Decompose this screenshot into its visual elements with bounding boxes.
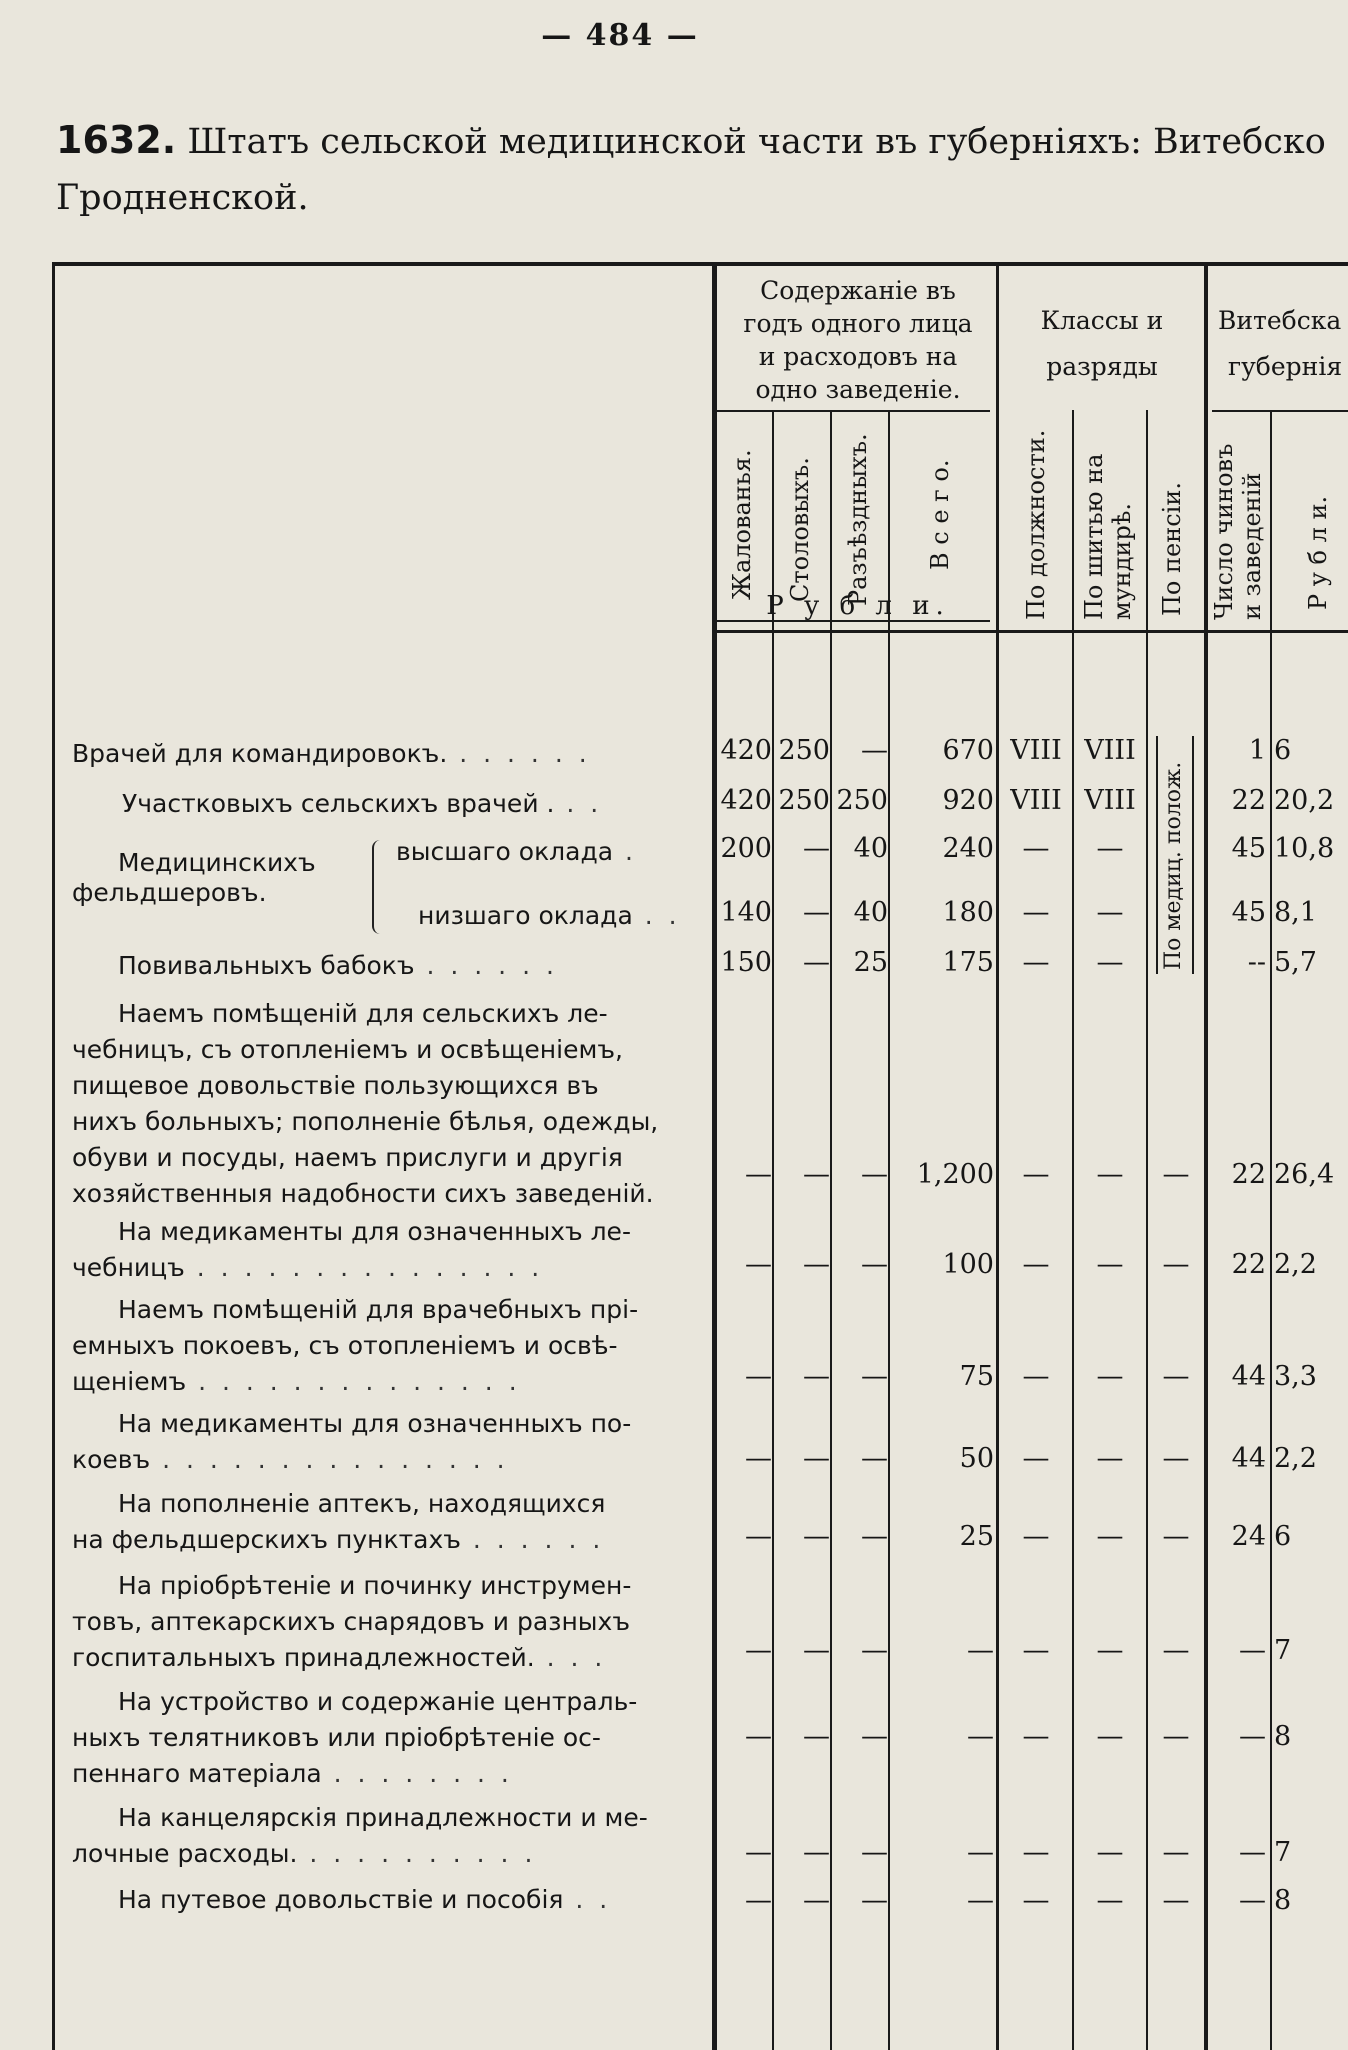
count-column-rule	[1270, 410, 1272, 2050]
header-bottom-rule	[716, 630, 1348, 633]
cell-pension: —	[1162, 1249, 1190, 1280]
cell-uniform: —	[1096, 1443, 1124, 1474]
row-label-line: Участковыхъ сельскихъ врачей . . .	[122, 789, 603, 818]
cell-count: 22	[1231, 1159, 1266, 1190]
leader-dots: . .	[554, 789, 603, 818]
cell-position: —	[1022, 833, 1050, 864]
cell-position: —	[1022, 1635, 1050, 1666]
rubles-column-header: Р у б л и.	[1304, 495, 1332, 610]
cell-uniform: —	[1096, 1361, 1124, 1392]
row-label-line: На устройство и содержаніе централь-	[118, 1687, 638, 1716]
classes-group-line: Классы и	[1040, 306, 1164, 335]
cell-uniform: —	[1096, 897, 1124, 928]
pay-group-rule	[716, 410, 990, 412]
feldsher-brace	[372, 840, 380, 934]
cell-total: —	[967, 1885, 994, 1916]
cell-position: —	[1022, 1249, 1050, 1280]
cell-total: 100	[942, 1249, 994, 1280]
count-column-header: Число чиновъ и заведеній	[1210, 443, 1266, 620]
cell-count: 22	[1231, 1249, 1266, 1280]
cell-salary: —	[745, 1159, 772, 1190]
row-label-line: высшаго оклада .	[396, 837, 637, 866]
table-top-rule	[52, 262, 1348, 266]
travel-column-rule	[888, 410, 890, 2050]
row-label-line: пеннаго матеріала . . . . . . . .	[72, 1759, 513, 1788]
leader-dots: . . . . . . . . . . . . . .	[186, 1367, 521, 1396]
row-label-line: На медикаменты для означенныхъ по-	[118, 1409, 632, 1438]
province-group-line: Витебска	[1218, 306, 1342, 335]
leader-dots: . . . . . . . . . . . . . . .	[184, 1253, 544, 1282]
feldsher-group-label	[72, 848, 372, 908]
cell-count: —	[1239, 1837, 1266, 1868]
cell-pension: —	[1162, 1361, 1190, 1392]
cell-table: —	[803, 833, 830, 864]
row-label-line: На медикаменты для означенныхъ ле-	[118, 1217, 631, 1246]
cell-salary: 200	[720, 833, 772, 864]
row-label-line: На канцелярскія принадлежности и ме-	[118, 1803, 648, 1832]
position-column-rule	[1072, 410, 1074, 2050]
row-label-line: чебницъ, съ отопленіемъ и освѣщеніемъ,	[72, 1035, 623, 1064]
label-column-rule	[712, 262, 717, 2050]
cell-count: —	[1239, 1885, 1266, 1916]
cell-table: —	[803, 1521, 830, 1552]
cell-count: 45	[1231, 833, 1266, 864]
row-label-line: низшаго оклада . .	[418, 901, 681, 930]
cell-table: —	[803, 1885, 830, 1916]
classes-group-line: разряды	[1046, 352, 1158, 381]
cell-uniform: —	[1096, 833, 1124, 864]
cell-rubles: 2,2	[1274, 1249, 1317, 1280]
cell-uniform: —	[1096, 1159, 1124, 1190]
cell-uniform: —	[1096, 1837, 1124, 1868]
cell-rubles: 8,1	[1274, 897, 1317, 928]
uniform-column-rule	[1146, 410, 1148, 2050]
cell-uniform: VIII	[1084, 735, 1136, 766]
province-group-header	[1218, 298, 1348, 390]
cell-total: 670	[942, 735, 994, 766]
cell-pension: —	[1162, 1159, 1190, 1190]
cell-uniform: —	[1096, 1721, 1124, 1752]
cell-position: —	[1022, 1837, 1050, 1868]
cell-total: 175	[942, 947, 994, 978]
cell-rubles: 6	[1274, 1521, 1292, 1552]
cell-position: —	[1022, 1159, 1050, 1190]
row-label-line: Врачей для командировокъ. . . . . . .	[72, 739, 591, 768]
row-label-line: лочные расходы. . . . . . . . . . .	[72, 1839, 537, 1868]
leader-dots: . . . . . . . . . .	[297, 1839, 537, 1868]
cell-table: —	[803, 947, 830, 978]
cell-table: —	[803, 1721, 830, 1752]
row-label	[72, 1882, 692, 1918]
cell-travel: 40	[853, 833, 888, 864]
cell-salary: —	[745, 1635, 772, 1666]
cell-table: —	[803, 897, 830, 928]
row-label-line: На путевое довольствіе и пособія . .	[118, 1885, 612, 1914]
cell-position: —	[1022, 1521, 1050, 1552]
cell-rubles: 7	[1274, 1635, 1292, 1666]
row-label-line: На пополненіе аптекъ, находящихся	[118, 1489, 606, 1518]
cell-total: —	[967, 1635, 994, 1666]
cell-rubles: 10,8	[1274, 833, 1335, 864]
cell-total: 75	[959, 1361, 994, 1392]
cell-travel: —	[861, 1521, 888, 1552]
cell-total: 25	[959, 1521, 994, 1552]
cell-travel: —	[861, 1837, 888, 1868]
cell-uniform: VIII	[1084, 785, 1136, 816]
cell-travel: 250	[836, 785, 888, 816]
cell-pension: —	[1162, 1837, 1190, 1868]
leader-dots: .	[613, 837, 637, 866]
row-label-line: щеніемъ . . . . . . . . . . . . . .	[72, 1367, 521, 1396]
cell-salary: 140	[720, 897, 772, 928]
uniform-class-column-header: По шитью на мундирѣ.	[1080, 453, 1136, 620]
row-label	[418, 898, 692, 934]
table-money-column-header: Столовыхъ.	[786, 457, 814, 602]
cell-rubles: 20,2	[1274, 785, 1335, 816]
row-label	[72, 948, 692, 984]
cell-table: —	[803, 1249, 830, 1280]
row-label-line: госпитальныхъ принадлежностей. . . .	[72, 1643, 607, 1672]
feldsher-group-line: Медицинскихъ	[118, 848, 316, 877]
cell-rubles: 7	[1274, 1837, 1292, 1868]
pay-group-line: Содержаніе въ	[760, 276, 956, 305]
cell-total: 240	[942, 833, 994, 864]
row-label-line: На пріобрѣтеніе и починку инструмен-	[118, 1571, 632, 1600]
leader-dots: . . . . . . . . . . . . . . .	[150, 1445, 509, 1474]
pay-group-end-rule	[996, 262, 999, 2050]
cell-pension: —	[1162, 1635, 1190, 1666]
travel-money-column-header: Разъѣздныхъ.	[844, 433, 872, 606]
cell-pension: —	[1162, 1885, 1190, 1916]
cell-travel: 25	[853, 947, 888, 978]
row-label	[72, 736, 692, 772]
row-label-line: ныхъ телятниковъ или пріобрѣтеніе ос-	[72, 1723, 601, 1752]
table-column-rule	[830, 410, 832, 2050]
cell-travel: —	[861, 1635, 888, 1666]
cell-count: 24	[1231, 1521, 1266, 1552]
cell-rubles: 8	[1274, 1885, 1292, 1916]
table-left-rule	[52, 262, 55, 2050]
row-label-line: товъ, аптекарскихъ снарядовъ и разныхъ	[72, 1607, 631, 1636]
cell-position: —	[1022, 1885, 1050, 1916]
row-label	[72, 1486, 692, 1558]
page-number: — 484 —	[541, 18, 699, 53]
cell-uniform: —	[1096, 1885, 1124, 1916]
row-label-line: Наемъ помѣщеній для сельскихъ ле-	[118, 999, 608, 1028]
row-label	[72, 1684, 692, 1792]
row-label	[72, 1800, 692, 1872]
classes-group-end-rule	[1204, 262, 1208, 2050]
cell-count: 22	[1231, 785, 1266, 816]
cell-rubles: 3,3	[1274, 1361, 1317, 1392]
article-title: Штатъ сельской медицинской части въ губерніяхъ: Витебско	[187, 122, 1326, 162]
row-label-line: пищевое довольствіе пользующихся въ	[72, 1071, 599, 1100]
row-label-line: нихъ больныхъ; пополненіе бѣлья, одежды,	[72, 1107, 659, 1136]
pension-bracket	[1156, 736, 1158, 974]
cell-count: 45	[1231, 897, 1266, 928]
leader-dots: . . . . . .	[447, 739, 591, 768]
row-label	[72, 1214, 692, 1286]
cell-travel: —	[861, 1249, 888, 1280]
total-column-header: В с е г о.	[926, 459, 954, 570]
salary-column-header: Жалованья.	[728, 449, 756, 600]
cell-count: —	[1239, 1721, 1266, 1752]
cell-salary: 420	[720, 785, 772, 816]
cell-position: VIII	[1010, 785, 1062, 816]
province-group-line: губернія	[1228, 352, 1343, 381]
pension-note: По медиц. полож.	[1161, 761, 1186, 970]
row-label	[72, 1568, 692, 1676]
cell-total: 50	[959, 1443, 994, 1474]
leader-dots: . .	[563, 1885, 612, 1914]
cell-uniform: —	[1096, 947, 1124, 978]
cell-salary: —	[745, 1361, 772, 1392]
leader-dots: . . .	[534, 1643, 607, 1672]
cell-total: —	[967, 1837, 994, 1868]
leader-dots: . . . . . .	[460, 1525, 605, 1554]
rubles-label: Р у б л и.	[766, 591, 950, 621]
leader-dots: . . . . . .	[414, 951, 558, 980]
cell-position: —	[1022, 897, 1050, 928]
pay-group-line: годъ одного лица	[743, 309, 973, 338]
cell-table: —	[803, 1443, 830, 1474]
cell-position: —	[1022, 1443, 1050, 1474]
cell-salary: —	[745, 1885, 772, 1916]
cell-table: —	[803, 1635, 830, 1666]
row-label-line: чебницъ . . . . . . . . . . . . . . .	[72, 1253, 544, 1282]
cell-table: —	[803, 1159, 830, 1190]
pension-class-column-header: По пенсіи.	[1158, 482, 1186, 616]
cell-salary: —	[745, 1837, 772, 1868]
cell-rubles: 2,2	[1274, 1443, 1317, 1474]
cell-table: —	[803, 1361, 830, 1392]
cell-total: —	[967, 1721, 994, 1752]
row-label-line: Повивальныхъ бабокъ . . . . . .	[118, 951, 558, 980]
cell-travel: —	[861, 735, 888, 766]
article-title-continued: Гродненской.	[56, 178, 309, 218]
cell-travel: —	[861, 1159, 888, 1190]
feldsher-group-line: фельдшеровъ.	[72, 878, 267, 907]
cell-position: —	[1022, 1721, 1050, 1752]
cell-rubles: 26,4	[1274, 1159, 1335, 1190]
cell-rubles: 8	[1274, 1721, 1292, 1752]
leader-dots: . .	[632, 901, 681, 930]
row-label-line: обуви и посуды, наемъ прислуги и другія	[72, 1143, 623, 1172]
cell-table: —	[803, 1837, 830, 1868]
cell-count: 44	[1231, 1361, 1266, 1392]
pay-group-line: одно заведеніе.	[755, 375, 961, 404]
cell-pension: —	[1162, 1721, 1190, 1752]
row-label-line: на фельдшерскихъ пунктахъ . . . . . .	[72, 1525, 605, 1554]
cell-total: 1,200	[916, 1159, 994, 1190]
cell-count: 1	[1248, 735, 1266, 766]
cell-count: --	[1247, 947, 1266, 978]
cell-uniform: —	[1096, 1249, 1124, 1280]
cell-total: 180	[942, 897, 994, 928]
cell-table: 250	[778, 785, 830, 816]
cell-count: —	[1239, 1635, 1266, 1666]
cell-rubles: 5,7	[1274, 947, 1317, 978]
province-group-rule	[1212, 410, 1348, 412]
salary-column-rule	[772, 410, 774, 2050]
cell-total: 920	[942, 785, 994, 816]
cell-position: —	[1022, 947, 1050, 978]
classes-group-header	[1002, 298, 1202, 390]
cell-travel: 40	[853, 897, 888, 928]
cell-travel: —	[861, 1361, 888, 1392]
row-label	[396, 834, 692, 870]
cell-salary: —	[745, 1443, 772, 1474]
article-number: 1632.	[56, 118, 177, 162]
cell-salary: —	[745, 1521, 772, 1552]
row-label-line: емныхъ покоевъ, съ отопленіемъ и освѣ-	[72, 1331, 618, 1360]
cell-salary: —	[745, 1721, 772, 1752]
pay-group-line: и расходовъ на	[758, 342, 958, 371]
cell-table: 250	[778, 735, 830, 766]
cell-position: —	[1022, 1361, 1050, 1392]
cell-travel: —	[861, 1721, 888, 1752]
cell-salary: 420	[720, 735, 772, 766]
pay-group-header	[724, 274, 992, 406]
cell-travel: —	[861, 1885, 888, 1916]
cell-pension: —	[1162, 1443, 1190, 1474]
cell-travel: —	[861, 1443, 888, 1474]
cell-uniform: —	[1096, 1635, 1124, 1666]
cell-salary: —	[745, 1249, 772, 1280]
cell-salary: 150	[720, 947, 772, 978]
row-label-line: хозяйственныя надобности сихъ заведеній.	[72, 1179, 654, 1208]
row-label	[72, 1406, 692, 1478]
cell-uniform: —	[1096, 1521, 1124, 1552]
cell-pension: —	[1162, 1521, 1190, 1552]
pension-bracket	[1192, 736, 1194, 974]
row-label	[72, 1292, 692, 1400]
leader-dots: . . . . . . . .	[321, 1759, 513, 1788]
cell-rubles: 6	[1274, 735, 1292, 766]
row-label	[72, 996, 692, 1212]
row-label	[72, 786, 692, 822]
cell-position: VIII	[1010, 735, 1062, 766]
row-label-line: коевъ . . . . . . . . . . . . . . .	[72, 1445, 509, 1474]
row-label-line: Наемъ помѣщеній для врачебныхъ прі-	[118, 1295, 639, 1324]
cell-count: 44	[1231, 1443, 1266, 1474]
position-class-column-header: По должности.	[1022, 429, 1050, 620]
